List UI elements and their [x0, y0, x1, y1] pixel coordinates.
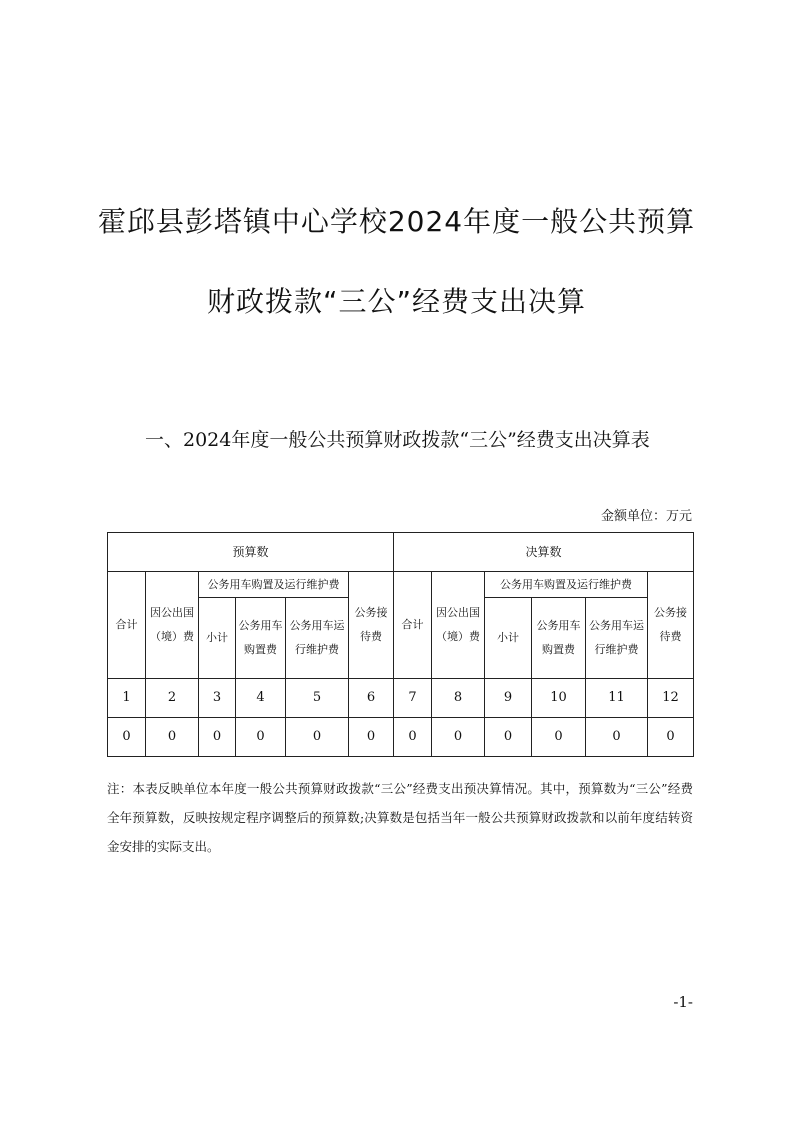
- budget-total-header: 合计: [108, 572, 146, 679]
- value-cell: 0: [236, 718, 286, 757]
- column-number: 12: [648, 679, 694, 718]
- budget-abroad-header: 因公出国（境）费: [146, 572, 199, 679]
- column-number: 5: [286, 679, 349, 718]
- value-cell: 0: [532, 718, 586, 757]
- column-number: 9: [485, 679, 532, 718]
- column-number: 4: [236, 679, 286, 718]
- value-cell: 0: [349, 718, 394, 757]
- budget-vehicle-group-header: 公务用车购置及运行维护费: [199, 572, 349, 598]
- column-number-row: [108, 679, 694, 718]
- section-heading: 一、2024年度一般公共预算财政拨款“三公”经费支出决算表: [145, 429, 650, 451]
- value-cell: 0: [648, 718, 694, 757]
- value-cell: 0: [432, 718, 485, 757]
- value-cell: 0: [108, 718, 146, 757]
- final-subtotal-header: 小计: [485, 598, 532, 679]
- final-reception-header: 公务接待费: [648, 572, 694, 679]
- value-cell: 0: [394, 718, 432, 757]
- budget-header: 预算数: [108, 533, 394, 572]
- document-title-line2: 财政拨款“三公”经费支出决算: [206, 285, 586, 318]
- value-cell: 0: [485, 718, 532, 757]
- final-header: 决算数: [394, 533, 694, 572]
- final-vehicle-purchase-header: 公务用车购置费: [532, 598, 586, 679]
- column-number: 7: [394, 679, 432, 718]
- final-vehicle-operation-header: 公务用车运行维护费: [586, 598, 648, 679]
- table-note: 注：本表反映单位本年度一般公共预算财政拨款“三公”经费支出预决算情况。其中，预算数为“三公”经费全年预算数，反映按规定程序调整后的预算数;决算数是包括当年一般公共预算财政拨款和以前年度结转资金安排的实际支出。: [107, 781, 693, 854]
- page-number: -1-: [673, 993, 693, 1011]
- column-number: 11: [586, 679, 648, 718]
- unit-label: 金额单位：万元: [600, 509, 692, 524]
- column-number: 10: [532, 679, 586, 718]
- budget-subtotal-header: 小计: [199, 598, 236, 679]
- column-number: 1: [108, 679, 146, 718]
- value-cell: 0: [199, 718, 236, 757]
- budget-vehicle-purchase-header: 公务用车购置费: [236, 598, 286, 679]
- value-row: [108, 718, 694, 757]
- three-public-expenses-table: [107, 532, 694, 757]
- value-cell: 0: [146, 718, 199, 757]
- value-cell: 0: [286, 718, 349, 757]
- budget-reception-header: 公务接待费: [349, 572, 394, 679]
- final-abroad-header: 因公出国（境）费: [432, 572, 485, 679]
- final-total-header: 合计: [394, 572, 432, 679]
- document-title-line1: 霍邱县彭塔镇中心学校2024年度一般公共预算: [97, 205, 696, 238]
- column-number: 8: [432, 679, 485, 718]
- budget-vehicle-operation-header: 公务用车运行维护费: [286, 598, 349, 679]
- column-number: 3: [199, 679, 236, 718]
- final-vehicle-group-header: 公务用车购置及运行维护费: [485, 572, 648, 598]
- column-number: 6: [349, 679, 394, 718]
- column-number: 2: [146, 679, 199, 718]
- value-cell: 0: [586, 718, 648, 757]
